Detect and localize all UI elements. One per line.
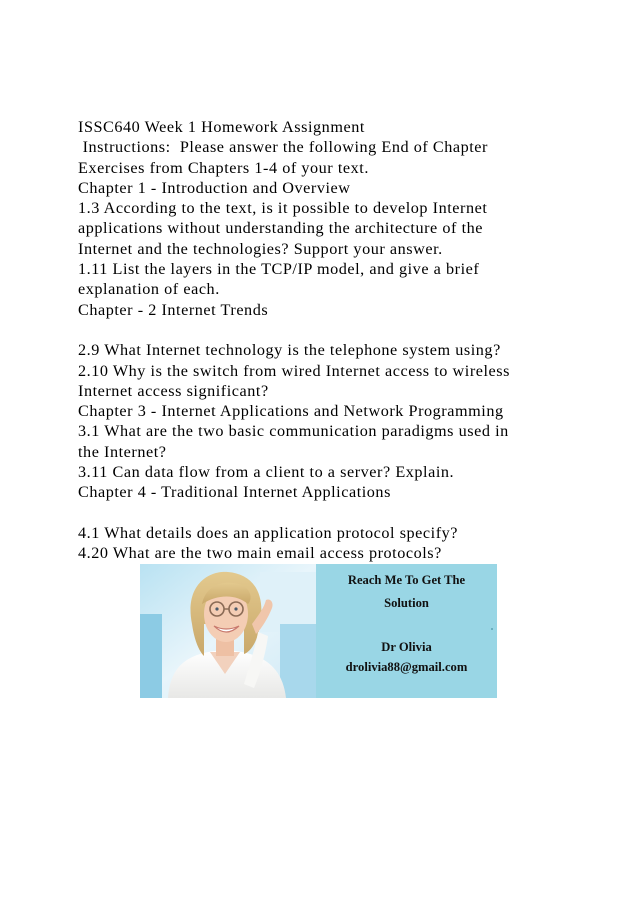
chapter-heading: Chapter 3 - Internet Applications and Network Programming (78, 402, 504, 421)
chapter-heading: Chapter 1 - Introduction and Overview (78, 178, 351, 197)
chapter-heading: Chapter - 2 Internet Trends (78, 300, 269, 319)
woman-photo-illustration (140, 564, 316, 698)
contact-name: Dr Olivia (381, 640, 432, 654)
question-line: 2.10 Why is the switch from wired Internet access to wireless (78, 361, 510, 380)
question-line: explanation of each. (78, 280, 220, 299)
chapter-heading: Chapter 4 - Traditional Internet Applications (78, 483, 391, 502)
blank-line (78, 320, 618, 340)
question-line: Internet and the technologies? Support your answer. (78, 239, 443, 258)
question-line: applications without understanding the architecture of the (78, 219, 483, 238)
question-line: Internet access significant? (78, 381, 269, 400)
question-line: 1.3 According to the text, is it possible to develop Internet (78, 199, 488, 218)
instructions-line: Instructions: Please answer the following End of Chapter (78, 138, 488, 157)
decorative-dot (491, 628, 493, 630)
question-line: 2.9 What Internet technology is the telephone system using? (78, 341, 501, 360)
promo-line-2: Solution (384, 596, 429, 610)
question-line: 1.11 List the layers in the TCP/IP model, and give a brief (78, 260, 480, 279)
contact-panel (316, 564, 497, 698)
document-body (78, 117, 618, 564)
question-line: the Internet? (78, 442, 167, 461)
promo-line-1: Reach Me To Get The (347, 573, 466, 587)
contact-banner (140, 564, 497, 698)
question-line: 4.1 What details does an application protocol specify? (78, 523, 459, 542)
question-line: 3.1 What are the two basic communication paradigms used in (78, 422, 509, 441)
contact-email: drolivia88@gmail.com (345, 660, 468, 674)
blank-line (78, 503, 618, 523)
smiling-woman-photo (140, 564, 316, 698)
instructions-line: Exercises from Chapters 1-4 of your text. (78, 158, 369, 177)
document-title: ISSC640 Week 1 Homework Assignment (78, 118, 365, 136)
question-line: 3.11 Can data flow from a client to a server? Explain. (78, 463, 455, 482)
question-line: 4.20 What are the two main email access protocols? (78, 544, 442, 563)
